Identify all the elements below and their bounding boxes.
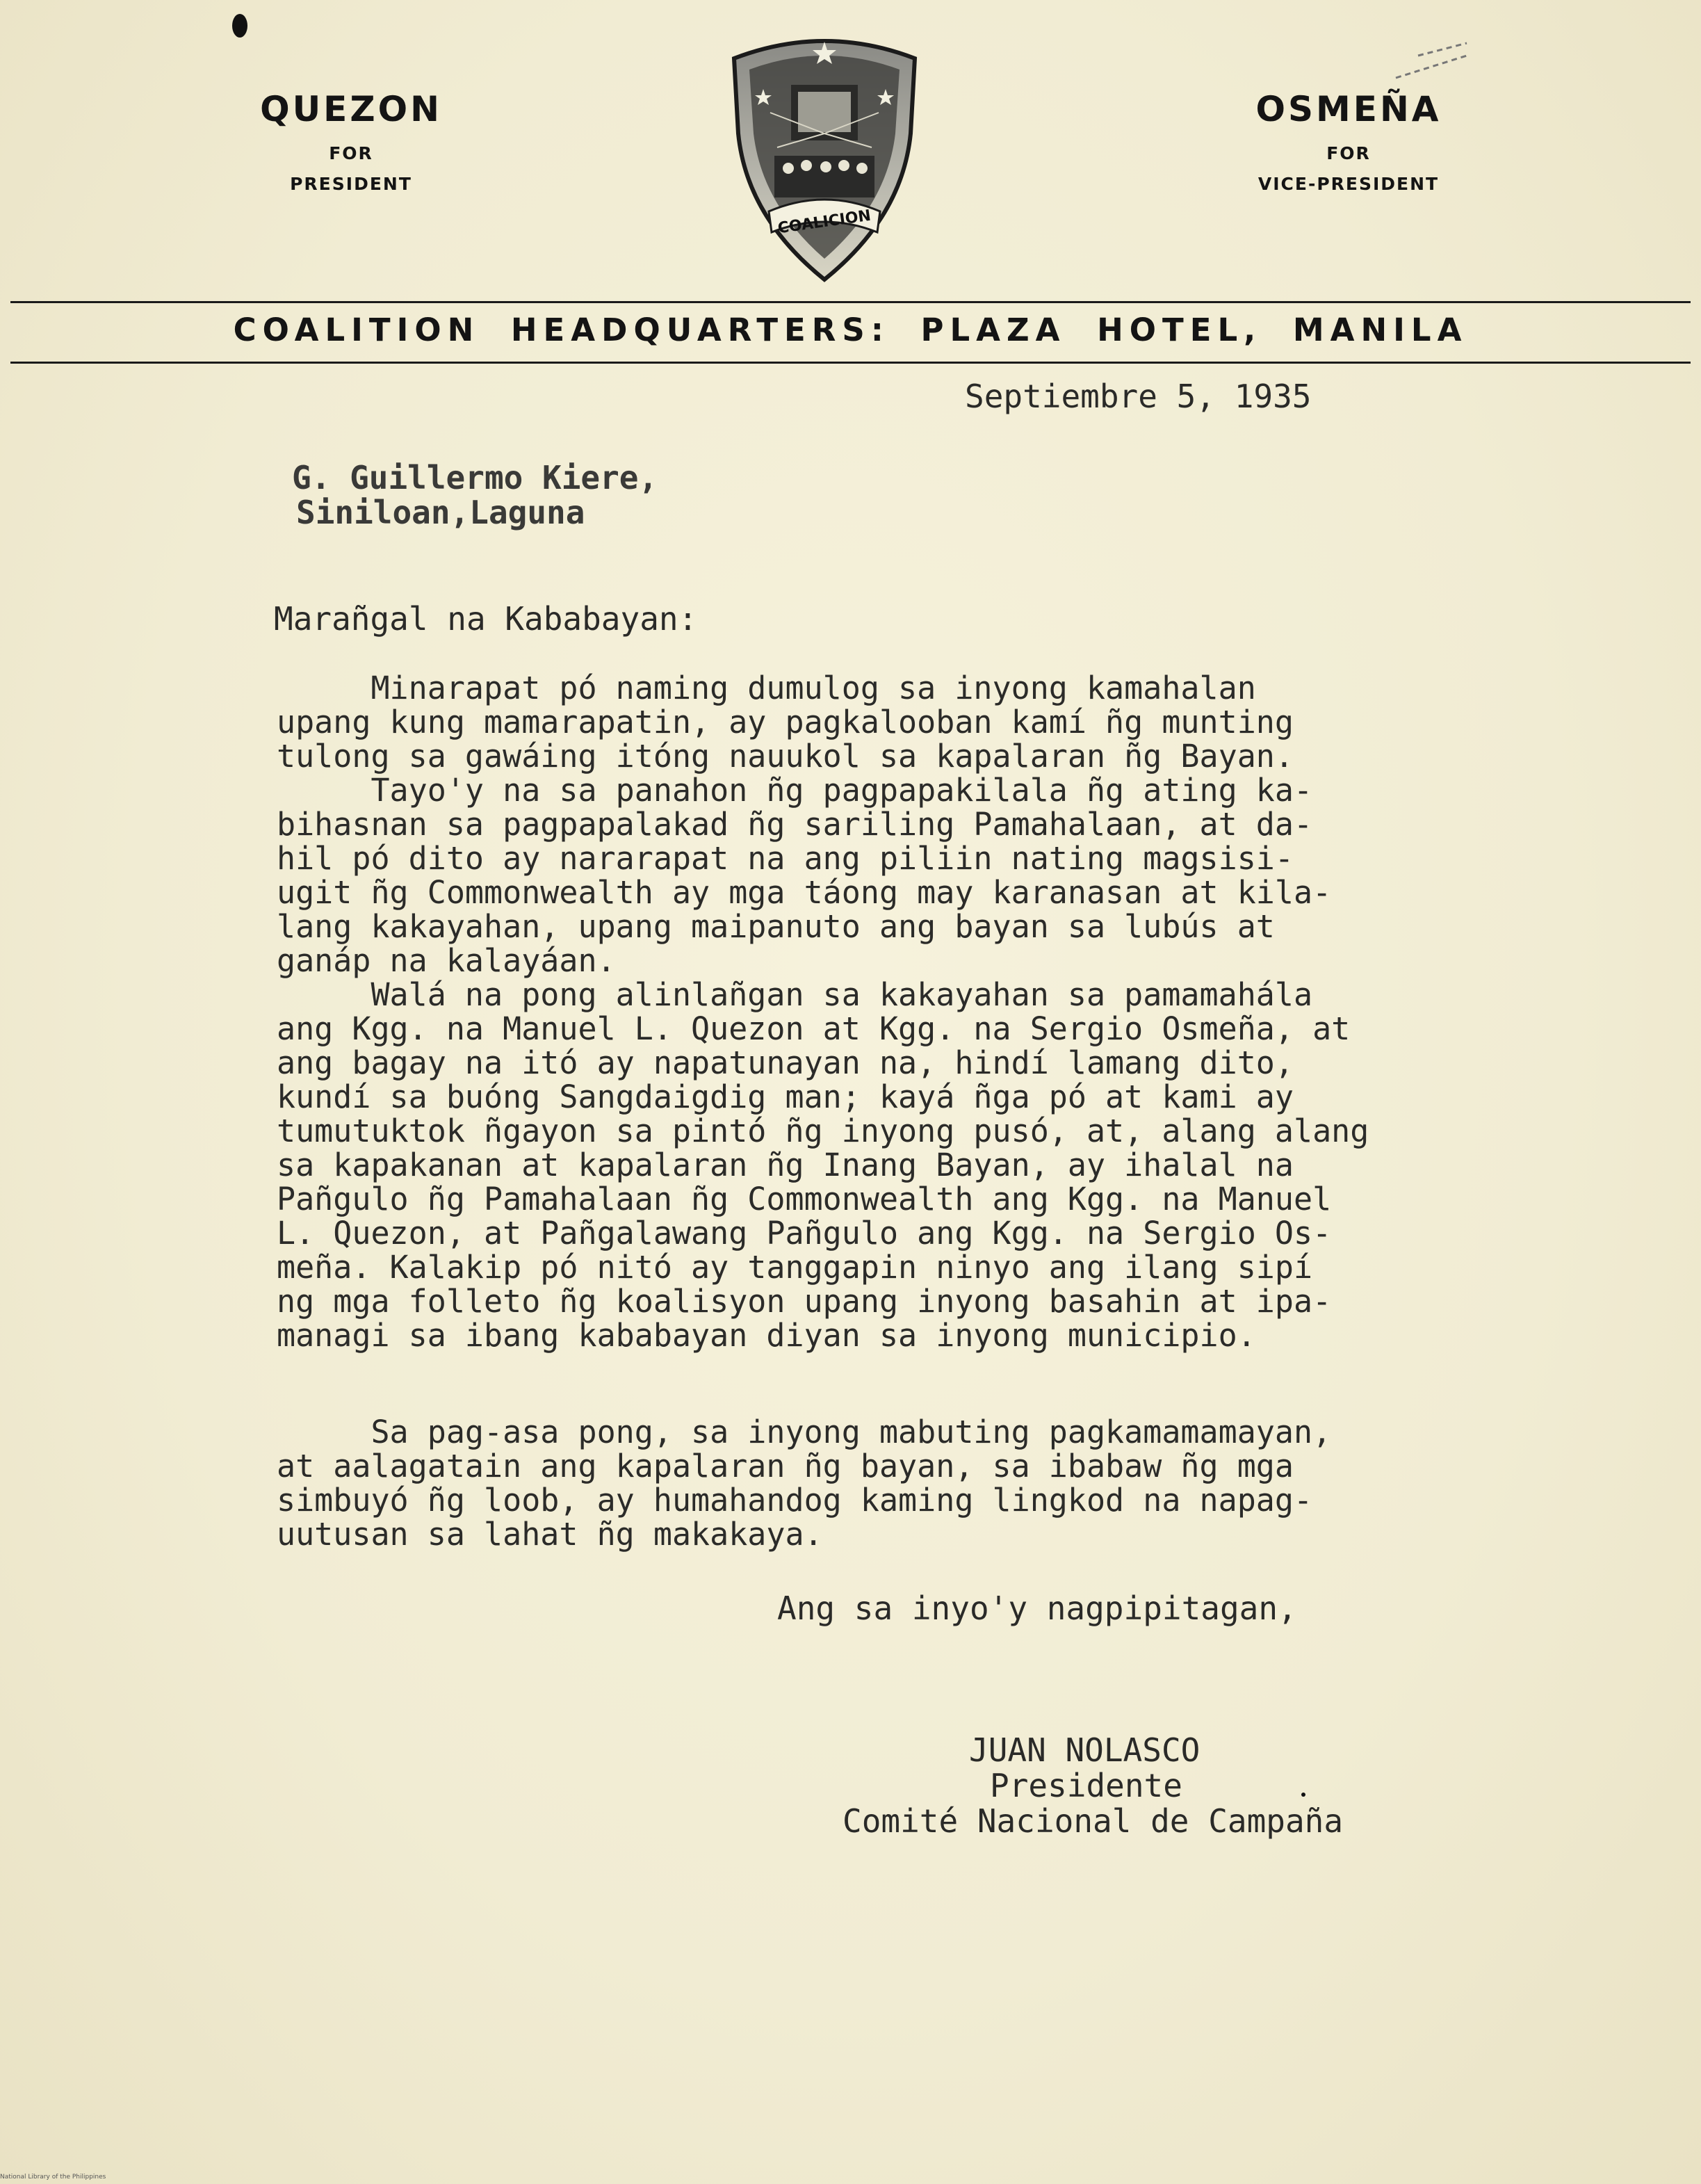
- body-line: Tayo'y na sa panahon ñg pagpapakilala ñg ating ka-: [277, 772, 1313, 809]
- letterhead-right-office: VICE-PRESIDENT: [1258, 174, 1440, 194]
- closing: Ang sa inyo'y nagpipitagan,: [777, 1590, 1297, 1627]
- ink-speck: [1301, 1793, 1305, 1797]
- body-line: simbuyó ñg loob, ay humahandog kaming lingkod na napag-: [277, 1482, 1313, 1519]
- body-line: ugit ñg Commonwealth ay mga táong may karanasan at kila-: [277, 874, 1332, 911]
- crest-label: COALICION: [776, 207, 872, 238]
- salutation: Marañgal na Kababayan:: [274, 600, 698, 638]
- letterhead-left-name: QUEZON: [260, 89, 442, 129]
- body-line: L. Quezon, at Pañgalawang Pañgulo ang Kgg. na Sergio Os-: [277, 1215, 1332, 1252]
- body-line: tumutuktok ñgayon sa pintó ñg inyong pusó, at, alang alang: [277, 1113, 1369, 1149]
- ink-spot: [232, 14, 247, 38]
- body-line: ganáp na kalayáan.: [277, 942, 616, 979]
- coalicion-crest-emblem: [729, 29, 920, 284]
- signatory-name: JUAN NOLASCO: [969, 1731, 1201, 1769]
- body-line: ng mga folleto ñg koalisyon upang inyong basahin at ipa-: [277, 1283, 1332, 1320]
- recipient-name: G. Guillermo Kiere,: [292, 459, 658, 496]
- body-line: lang kakayahan, upang maipanuto ang bayan sa lubús at: [277, 908, 1275, 945]
- letterhead-right-for: FOR: [1326, 143, 1371, 163]
- body-line: ang Kgg. na Manuel L. Quezon at Kgg. na Sergio Osmeña, at: [277, 1010, 1351, 1047]
- body-line: ang bagay na itó ay napatunayan na, hindí lamang dito,: [277, 1044, 1294, 1081]
- body-line: at aalagatain ang kapalaran ñg bayan, sa ibabaw ñg mga: [277, 1448, 1294, 1485]
- letterhead-top-rule: [10, 301, 1691, 303]
- headquarters-address: COALITION HEADQUARTERS: PLAZA HOTEL, MANILA: [233, 312, 1468, 348]
- body-line: upang kung mamarapatin, ay pagkalooban kamí ñg munting: [277, 704, 1294, 741]
- letterhead-left-office: PRESIDENT: [290, 174, 412, 194]
- body-line: Walá na pong alinlañgan sa kakayahan sa pamamahála: [277, 976, 1313, 1013]
- body-line: sa kapakanan at kapalaran ñg Inang Bayan, ay ihalal na: [277, 1147, 1294, 1183]
- body-line: hil pó dito ay nararapat na ang piliin nating magsisi-: [277, 840, 1294, 877]
- body-line: bihasnan sa pagpapalakad ñg sariling Pamahalaan, at da-: [277, 806, 1313, 843]
- letterhead-left-for: FOR: [329, 143, 373, 163]
- body-line: Minarapat pó naming dumulog sa inyong kamahalan: [277, 670, 1256, 706]
- body-line: meña. Kalakip pó nitó ay tanggapin ninyo ang ilang sipí: [277, 1249, 1313, 1286]
- body-line: Pañgulo ñg Pamahalaan ñg Commonwealth ang Kgg. na Manuel: [277, 1181, 1332, 1218]
- signatory-title: Presidente: [990, 1767, 1182, 1804]
- body-line: Sa pag-asa pong, sa inyong mabuting pagkamamamayan,: [277, 1414, 1332, 1450]
- body-line: managi sa ibang kababayan diyan sa inyong municipio.: [277, 1317, 1256, 1354]
- letterhead-right-name: OSMEÑA: [1255, 89, 1442, 129]
- recipient-place: Siniloan,Laguna: [296, 494, 585, 531]
- letter-date: Septiembre 5, 1935: [965, 378, 1312, 415]
- signatory-organization: Comité Nacional de Campaña: [843, 1802, 1344, 1840]
- letterhead-bottom-rule: [10, 362, 1691, 364]
- body-line: uutusan sa lahat ñg makakaya.: [277, 1516, 823, 1553]
- archive-footer: National Library of the Philippines: [0, 2174, 106, 2181]
- pencil-dashes-mark: [1390, 28, 1474, 83]
- body-line: tulong sa gawáing itóng nauukol sa kapalaran ñg Bayan.: [277, 738, 1294, 775]
- body-line: kundí sa buóng Sangdaigdig man; kayá ñga pó at kami ay: [277, 1078, 1294, 1115]
